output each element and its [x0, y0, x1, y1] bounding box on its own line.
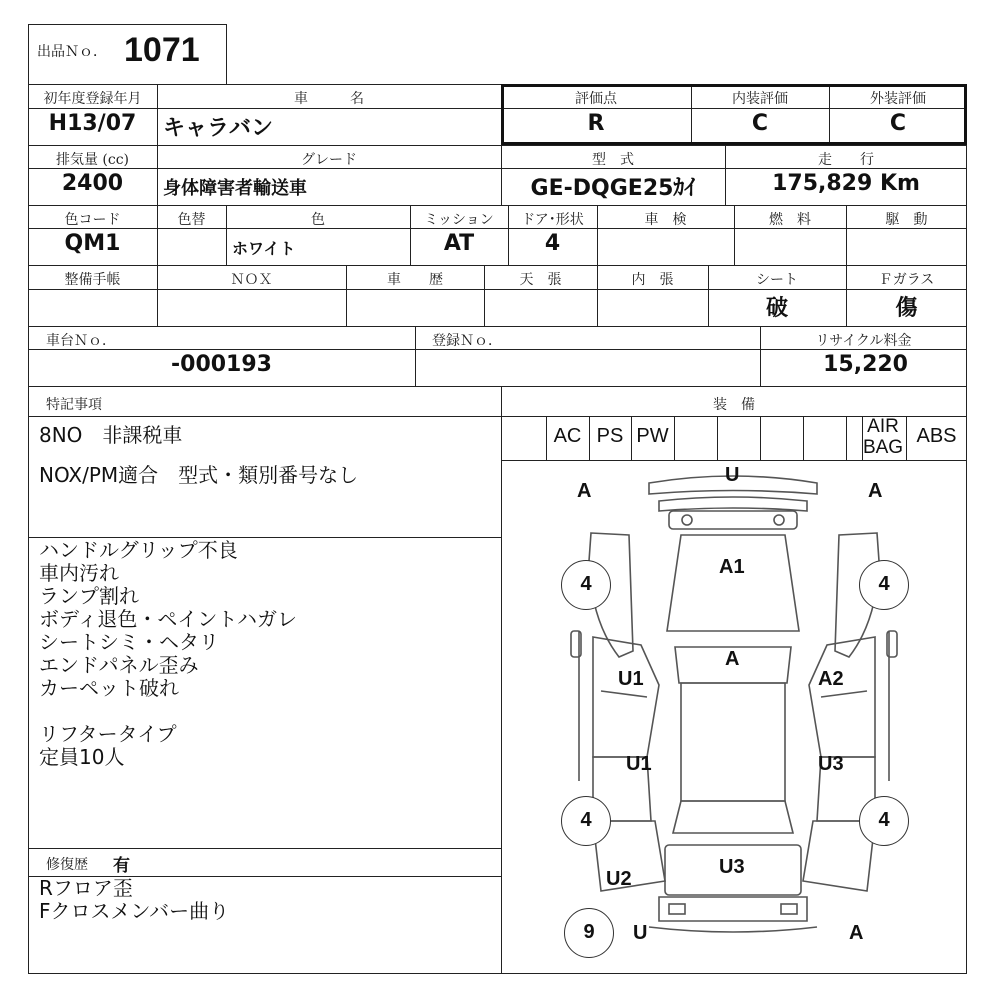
- roof-outline: [681, 683, 785, 801]
- seat-label: シート: [756, 272, 798, 288]
- roof-lining-label: 天 張: [519, 272, 562, 288]
- equipment-pw: PW: [636, 425, 669, 447]
- rule: [803, 416, 804, 460]
- color-code-value: QM1: [64, 231, 121, 256]
- drive-label: 駆 動: [885, 212, 928, 228]
- right-rear-door-code: U3: [818, 753, 844, 775]
- equipment-label: 装 備: [713, 397, 755, 413]
- tire-rear-right: 4: [859, 796, 909, 846]
- front-center-code: U: [725, 464, 740, 486]
- rule: [28, 145, 967, 146]
- rear-bumper-code: U: [633, 922, 648, 944]
- mileage-value: 175,829 Km: [772, 171, 920, 196]
- equipment-airbag: AIR BAG: [862, 416, 904, 458]
- windshield-code: A: [725, 648, 740, 670]
- interior-label: 内装評価: [732, 91, 788, 107]
- right-front-door-outline: [809, 637, 875, 757]
- rule: [415, 326, 416, 386]
- repair-list: [39, 877, 229, 923]
- reg-date-value: H13/07: [48, 111, 137, 136]
- equipment-ac: AC: [553, 425, 582, 447]
- displacement-label: 排気量 (cc): [55, 152, 130, 168]
- equipment-ps: PS: [596, 425, 624, 447]
- notes-list: [39, 539, 297, 769]
- rule: [28, 416, 967, 417]
- rule: [28, 386, 967, 387]
- list-item: エンドパネル歪み: [39, 653, 199, 677]
- list-item: Fクロスメンバー曲り: [39, 899, 230, 923]
- front-glass-label: Ｆガラス: [878, 272, 935, 288]
- tire-rear-left: 4: [561, 796, 611, 846]
- repaint-label: 色替: [177, 212, 206, 228]
- hood-outline: [667, 535, 799, 631]
- mileage-label: 走 行: [818, 152, 874, 168]
- mission-label: ミッション: [424, 212, 494, 228]
- notes-line-1: 8NO 非課税車: [39, 423, 183, 447]
- seat-value: 破: [765, 296, 788, 321]
- list-item: シートシミ・ヘタリ: [39, 630, 219, 654]
- model-label: 型 式: [592, 152, 634, 168]
- front-glass-value: 傷: [895, 296, 918, 321]
- repair-history-value: 有: [113, 856, 130, 876]
- list-item: Rフロア歪: [39, 876, 133, 900]
- lot-number-box: [28, 24, 227, 84]
- registration-number-label: 登録Ｎｏ．: [432, 333, 502, 349]
- rule: [28, 289, 967, 290]
- rear-bumper-outline: [659, 897, 807, 921]
- chassis-number-label: 車台Ｎｏ．: [46, 333, 116, 349]
- grade-value: 身体障害者輸送車: [163, 178, 307, 199]
- door-label: ドア･形状: [521, 212, 584, 228]
- notes-line-2: NOX/PM適合 型式・類別番号なし: [39, 463, 359, 487]
- lot-number-label: 出品Ｎｏ．: [37, 44, 107, 60]
- inspection-label: 車 検: [644, 212, 687, 228]
- notes-label: 特記事項: [46, 397, 102, 413]
- grade-label: グレード: [301, 152, 357, 168]
- list-item: ランプ割れ: [39, 584, 139, 608]
- tire-front-right: 4: [859, 560, 909, 610]
- mission-value: AT: [443, 231, 475, 256]
- lot-number-value: 1071: [124, 31, 200, 69]
- list-item: ハンドルグリップ不良: [39, 538, 238, 562]
- left-front-door-code: U1: [618, 668, 644, 690]
- right-front-door-code: A2: [818, 668, 844, 690]
- score-label: 評価点: [575, 91, 617, 107]
- front-plate-outline: [669, 511, 797, 529]
- car-name-value: キャラバン: [163, 116, 274, 141]
- front-left-code: A: [577, 480, 592, 502]
- interior-value: C: [751, 111, 769, 136]
- car-name-label: 車 名: [294, 91, 364, 107]
- color-label: 色: [311, 212, 325, 228]
- color-code-label: 色コード: [64, 212, 121, 228]
- recycle-fee-value: 15,220: [823, 352, 908, 377]
- interior-lining-label: 内 張: [631, 272, 674, 288]
- rule: [28, 848, 501, 849]
- color-value: ホワイト: [232, 239, 296, 258]
- rule: [717, 416, 718, 460]
- rear-left-code: U2: [606, 868, 632, 890]
- rule: [28, 265, 967, 266]
- chassis-number-value: -000193: [171, 352, 272, 377]
- left-rear-door-code: U1: [626, 753, 652, 775]
- fuel-label: 燃 料: [769, 212, 811, 228]
- hood-code: A1: [719, 556, 745, 578]
- repair-history-label: 修復歴: [46, 857, 88, 873]
- rule: [28, 326, 967, 327]
- back-door-code: U3: [719, 856, 745, 878]
- rear-right-code: A: [849, 922, 864, 944]
- list-item: 車内汚れ: [39, 561, 119, 585]
- exterior-label: 外装評価: [870, 91, 926, 107]
- vehicle-diagram: [501, 461, 967, 974]
- rule: [28, 205, 967, 206]
- list-item: リフタータイプ: [39, 722, 177, 746]
- displacement-value: 2400: [61, 171, 124, 196]
- list-item: カーペット破れ: [39, 676, 179, 700]
- rule: [674, 416, 675, 460]
- tire-front-left: 4: [561, 560, 611, 610]
- maintenance-book-label: 整備手帳: [64, 272, 121, 288]
- nox-label: ＮＯＸ: [230, 272, 273, 288]
- left-front-door-outline: [593, 637, 659, 757]
- list-item: ボディ退色・ペイントハガレ: [39, 607, 297, 631]
- exterior-value: C: [889, 111, 907, 136]
- front-right-code: A: [868, 480, 883, 502]
- vehicle-history-label: 車 歴: [387, 272, 443, 288]
- rear-window-outline: [673, 801, 793, 833]
- spare-tire: 9: [564, 908, 614, 958]
- reg-date-label: 初年度登録年月: [43, 91, 142, 107]
- list-item: [39, 700, 297, 723]
- door-value: 4: [544, 231, 561, 256]
- rule: [846, 416, 847, 460]
- equipment-abs: ABS: [916, 425, 957, 447]
- model-value: GE-DQGE25ｶｲ: [530, 176, 696, 201]
- recycle-fee-label: リサイクル料金: [815, 333, 912, 349]
- list-item: 定員10人: [39, 745, 125, 769]
- front-grille-outline: [659, 497, 807, 511]
- score-value: R: [587, 111, 605, 136]
- rule: [760, 416, 761, 460]
